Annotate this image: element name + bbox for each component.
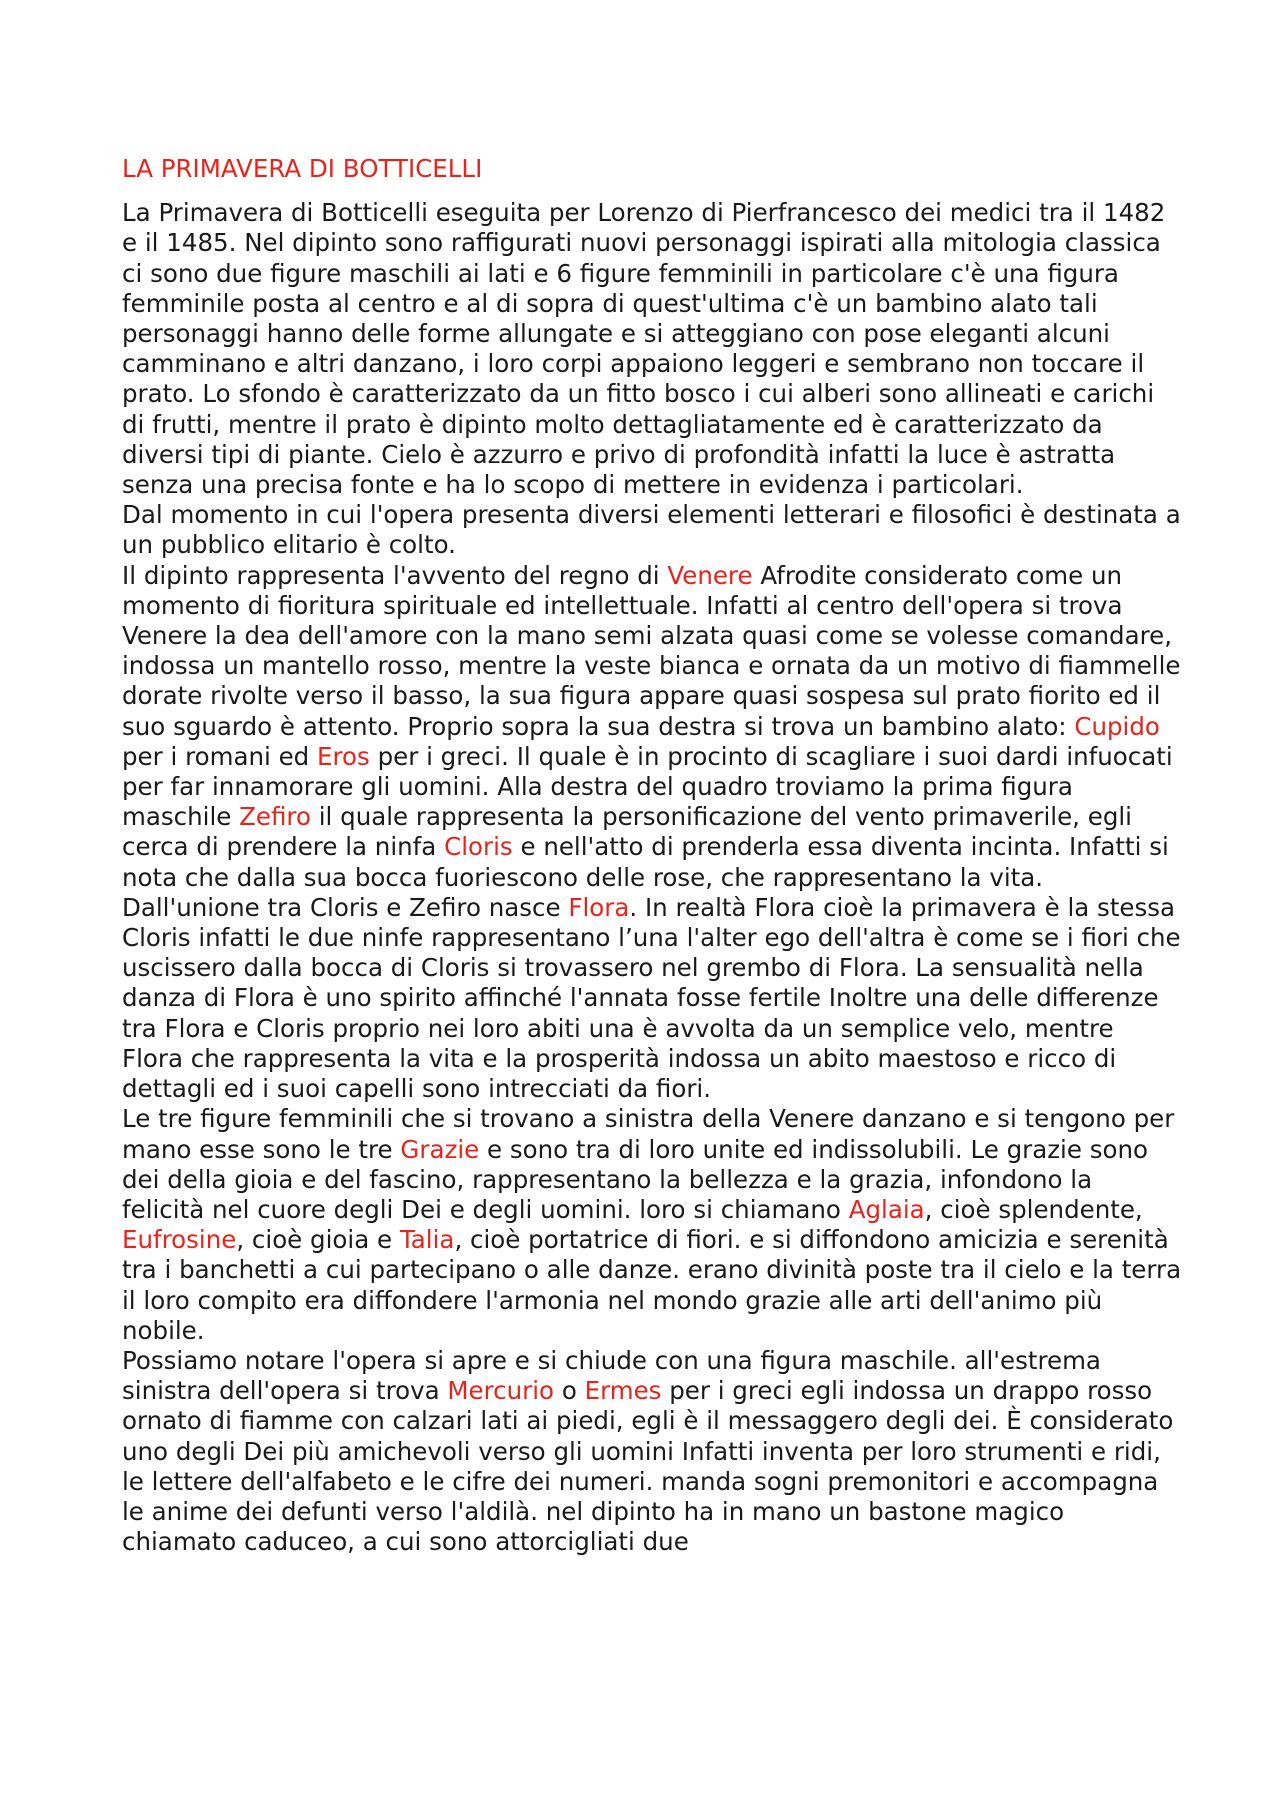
- text-run: Afrodite considerato come un momento di fioritura spirituale ed intellettuale. Infatti al centro dell'opera si trova Venere la dea dell'amore con la mano semi alzata quasi come se volesse comandare, indossa un mantello rosso, mentre la veste bianca e ornata da un motivo di fiammelle dorate rivolte verso il basso, la sua figura appare quasi sospesa sul prato fiorito ed il suo sguardo è attento. Proprio sopra la sua destra si trova un bambino alato:: [122, 560, 1181, 741]
- text-run: , cioè portatrice di fiori. e si diffondono amicizia e serenità tra i banchetti a cui partecipano o alle danze. erano divinità poste tra il cielo e la terra il loro compito era diffondere l'armonia nel mondo grazie alle arti dell'animo più nobile.: [122, 1225, 1182, 1345]
- text-run: per i romani ed: [122, 741, 318, 771]
- paragraph: [122, 500, 1182, 560]
- paragraph-list: [122, 198, 1182, 1557]
- highlighted-name: Eufrosine: [122, 1225, 237, 1255]
- paragraph: [122, 198, 1182, 500]
- document-title: LA PRIMAVERA DI BOTTICELLI: [122, 154, 483, 183]
- text-run: Possiamo notare l'opera si apre e si chiude con una figura maschile. all'estrema sinistra dell'opera si trova: [122, 1345, 1101, 1406]
- text-run: o: [554, 1376, 585, 1406]
- highlighted-name: Venere: [667, 560, 753, 590]
- document-body: [122, 154, 1182, 1557]
- text-run: e sono tra di loro unite ed indissolubili. Le grazie sono dei della gioia e del fascino, rappresentano la bellezza e la grazia, infondono la felicità nel cuore degli Dei e degli uomini. loro si chiamano: [122, 1134, 1149, 1224]
- highlighted-name: Cloris: [444, 832, 513, 862]
- highlighted-name: Eros: [317, 741, 370, 771]
- paragraph: [122, 1346, 1182, 1557]
- text-run: per i greci egli indossa un drappo rosso ornato di fiamme con calzari lati ai piedi, egli è il messaggero degli dei. È considerato uno degli Dei più amichevoli verso gli uomini Infatti inventa per loro strumenti e ridi, le lettere dell'alfabeto e le cifre dei numeri. manda sogni premonitori e accompagna le anime dei defunti verso l'aldilà. nel dipinto ha in mano un bastone magico chiamato caduceo, a cui sono attorcigliati due: [122, 1376, 1174, 1557]
- highlighted-name: Mercurio: [447, 1376, 555, 1406]
- text-run: Le tre figure femminili che si trovano a sinistra della Venere danzano e si tengono per mano esse sono le tre: [122, 1104, 1175, 1164]
- text-run: il quale rappresenta la personificazione del vento primaverile, egli cerca di prendere la ninfa: [122, 802, 1132, 862]
- paragraph: [122, 1104, 1182, 1346]
- text-run: Il dipinto rappresenta l'avvento del regno di: [122, 560, 668, 590]
- text-run: per i greci. Il quale è in procinto di scagliare i suoi dardi infuocati per far innamorare gli uomini. Alla destra del quadro troviamo la prima figura maschile: [122, 741, 1173, 832]
- paragraph: [122, 561, 1182, 1105]
- text-run: . In realtà Flora cioè la primavera è la stessa Cloris infatti le due ninfe rappresentano l’una l'alter ego dell'altra è come se i fiori che uscissero dalla bocca di Cloris si trovassero nel grembo di Flora. La sensualità nella danza di Flora è uno spirito affinché l'annata fosse fertile Inoltre una delle differenze tra Flora e Cloris proprio nei loro abiti una è avvolta da un semplice velo, mentre Flora che rappresenta la vita e la prosperità indossa un abito maestoso e ricco di dettagli ed i suoi capelli sono intrecciati da fiori.: [122, 892, 1181, 1104]
- highlighted-name: Zefiro: [239, 802, 311, 832]
- text-run: , cioè gioia e: [236, 1225, 400, 1255]
- highlighted-name: Talia: [399, 1225, 455, 1255]
- highlighted-name: Flora: [568, 892, 630, 922]
- text-run: La Primavera di Botticelli eseguita per Lorenzo di Pierfrancesco dei medici tra il 1482 e il 1485. Nel dipinto sono raffigurati nuovi personaggi ispirati alla mitologia classica ci sono due figure maschili ai lati e 6 figure femminili in particolare c'è una figura femminile posta al centro e al di sopra di quest'ultima c'è un bambino alato tali personaggi hanno delle forme allungate e si atteggiano con pose eleganti alcuni camminano e altri danzano, i loro corpi appaiono leggeri e sembrano non toccare il prato. Lo sfondo è caratterizzato da un fitto bosco i cui alberi sono allineati e carichi di frutti, mentre il prato è dipinto molto dettagliatamente ed è caratterizzato da diversi tipi di piante. Cielo è azzurro e privo di profondità infatti la luce è astratta senza una precisa fonte e ha lo scopo di mettere in evidenza i particolari.: [122, 198, 1166, 500]
- text-run: e nell'atto di prenderla essa diventa incinta. Infatti si nota che dalla sua bocca fuoriescono delle rose, che rappresentano la vita. Dall'unione tra Cloris e Zefiro nasce: [122, 832, 1169, 922]
- highlighted-name: Aglaia: [848, 1194, 925, 1224]
- text-run: , cioè splendente,: [924, 1194, 1143, 1224]
- highlighted-name: Cupido: [1074, 711, 1160, 741]
- highlighted-name: Grazie: [400, 1134, 480, 1164]
- text-run: Dal momento in cui l'opera presenta diversi elementi letterari e filosofici è destinata a un pubblico elitario è colto.: [122, 500, 1181, 560]
- highlighted-name: Ermes: [584, 1376, 662, 1406]
